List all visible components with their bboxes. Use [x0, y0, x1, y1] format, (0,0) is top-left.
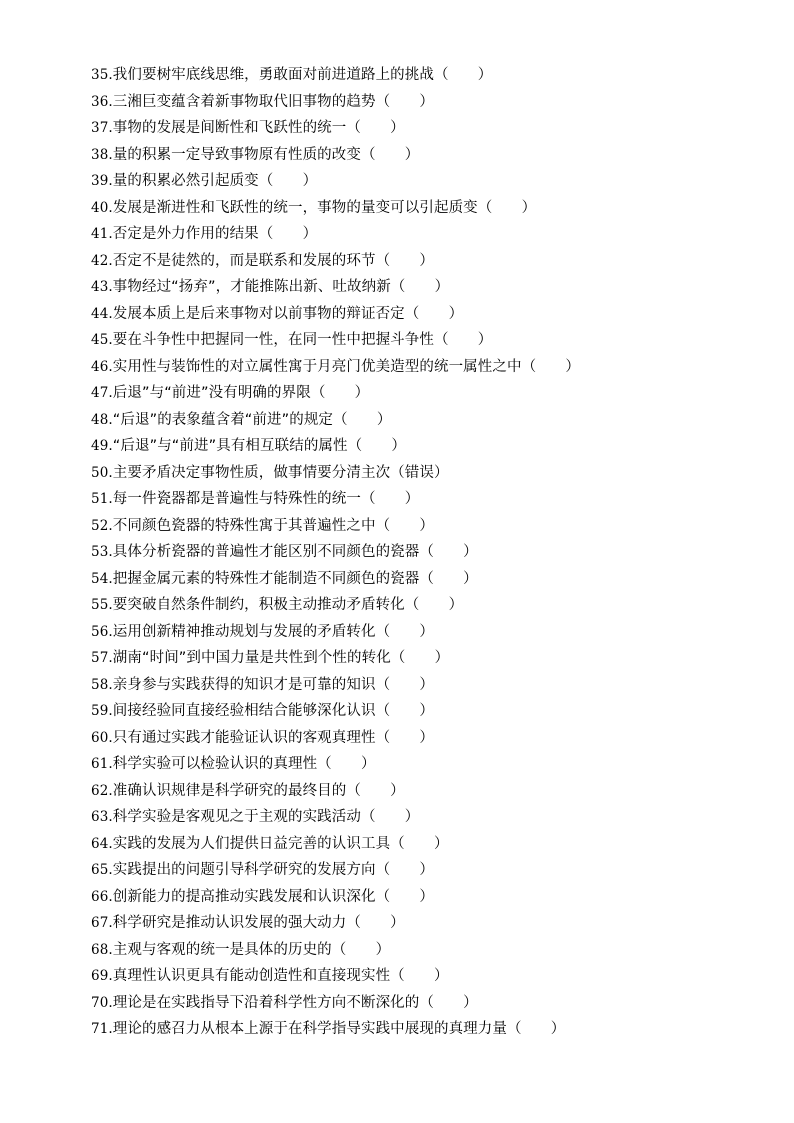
list-item — [91, 327, 751, 354]
list-item — [91, 778, 751, 805]
item-number: 46. — [91, 358, 113, 375]
list-item — [91, 62, 751, 89]
item-text: 间接经验同直接经验相结合能够深化认识（ ） — [112, 703, 434, 719]
item-text: 只有通过实践才能验证认识的客观真理性（ ） — [112, 729, 434, 746]
item-text: “后退”与“前进”具有相互联结的属性（ ） — [112, 438, 407, 454]
item-text: 运用创新精神推动规划与发展的矛盾转化（ ） — [112, 623, 434, 640]
item-text: 科学实验是客观见之于主观的实践活动（ ） — [112, 809, 420, 825]
item-number: 60. — [91, 729, 113, 746]
list-item — [91, 221, 751, 248]
item-number: 66. — [91, 888, 113, 905]
item-number: 59. — [91, 703, 113, 719]
item-text: 理论的感召力从根本上源于在科学指导实践中展现的真理力量（ ） — [112, 1021, 566, 1037]
item-number: 37. — [91, 120, 113, 136]
item-text: 具体分析瓷器的普遍性才能区别不同颜色的瓷器（ ） — [112, 544, 478, 560]
item-number: 49. — [91, 438, 113, 454]
item-number: 54. — [91, 570, 113, 587]
item-text: 发展是渐进性和飞跃性的统一，事物的量变可以引起质变（ ） — [112, 199, 537, 216]
item-text: 准确认识规律是科学研究的最终目的（ ） — [112, 782, 405, 799]
list-item — [91, 910, 751, 937]
list-item — [91, 168, 751, 195]
item-text: 每一件瓷器都是普遍性与特殊性的统一（ ） — [112, 491, 420, 507]
item-number: 50. — [91, 464, 113, 481]
list-item — [91, 274, 751, 301]
list-item — [91, 751, 751, 778]
item-text: 主要矛盾决定事物性质，做事情要分清主次（错误） — [112, 464, 449, 481]
item-text: 亲身参与实践获得的知识才是可靠的知识（ ） — [112, 676, 434, 693]
item-number: 56. — [91, 623, 113, 640]
list-item — [91, 248, 751, 275]
list-item — [91, 937, 751, 964]
list-item — [91, 831, 751, 858]
item-text: 要突破自然条件制约，积极主动推动矛盾转化（ ） — [112, 597, 464, 613]
list-item — [91, 407, 751, 434]
item-number: 43. — [91, 279, 113, 295]
item-text: 主观与客观的统一是具体的历史的（ ） — [112, 941, 391, 958]
item-text: 事物经过“扬弃”，才能推陈出新、吐故纳新（ ） — [112, 279, 450, 295]
item-text: “后退”的表象蕴含着“前进”的规定（ ） — [112, 411, 392, 428]
list-item — [91, 645, 751, 672]
item-text: 把握金属元素的特殊性才能制造不同颜色的瓷器（ ） — [112, 570, 478, 587]
list-item — [91, 672, 751, 699]
item-number: 65. — [91, 862, 113, 878]
list-item — [91, 460, 751, 487]
list-item — [91, 619, 751, 646]
list-item — [91, 354, 751, 381]
list-item — [91, 566, 751, 593]
list-item — [91, 884, 751, 911]
item-number: 68. — [91, 941, 113, 958]
item-text: 科学研究是推动认识发展的强大动力（ ） — [112, 915, 405, 931]
list-item — [91, 89, 751, 116]
item-number: 48. — [91, 411, 113, 428]
list-item — [91, 486, 751, 513]
item-number: 42. — [91, 252, 113, 269]
item-text: 不同颜色瓷器的特殊性寓于其普遍性之中（ ） — [112, 517, 434, 534]
list-item — [91, 698, 751, 725]
list-item — [91, 804, 751, 831]
item-text: 真理性认识更具有能动创造性和直接现实性（ ） — [112, 968, 449, 984]
item-text: 否定是外力作用的结果（ ） — [112, 226, 318, 242]
item-number: 36. — [91, 93, 113, 110]
item-number: 39. — [91, 173, 113, 189]
item-number: 45. — [91, 332, 113, 348]
list-item — [91, 433, 751, 460]
list-item — [91, 725, 751, 752]
item-text: 我们要树牢底线思维，勇敢面对前进道路上的挑战（ ） — [112, 67, 493, 83]
item-number: 41. — [91, 226, 113, 242]
list-item — [91, 539, 751, 566]
list-item — [91, 1016, 751, 1043]
list-item — [91, 857, 751, 884]
list-item — [91, 990, 751, 1017]
item-number: 38. — [91, 146, 113, 163]
item-number: 61. — [91, 756, 113, 772]
item-number: 53. — [91, 544, 113, 560]
item-text: 后退”与“前进”没有明确的界限（ ） — [112, 385, 370, 401]
list-item — [91, 115, 751, 142]
item-number: 57. — [91, 650, 113, 666]
item-number: 51. — [91, 491, 113, 507]
item-number: 71. — [91, 1021, 113, 1037]
item-number: 64. — [91, 835, 113, 852]
item-number: 62. — [91, 782, 113, 799]
list-item — [91, 513, 751, 540]
list-item — [91, 301, 751, 328]
list-item — [91, 380, 751, 407]
item-number: 70. — [91, 994, 113, 1011]
item-number: 55. — [91, 597, 113, 613]
item-text: 湖南“时间”到中国力量是共性到个性的转化（ ） — [112, 650, 450, 666]
item-text: 实用性与装饰性的对立属性寓于月亮门优美造型的统一属性之中（ ） — [112, 358, 580, 375]
item-number: 52. — [91, 517, 113, 534]
item-number: 63. — [91, 809, 113, 825]
list-item — [91, 963, 751, 990]
item-number: 58. — [91, 676, 113, 693]
list-item — [91, 195, 751, 222]
item-number: 35. — [91, 67, 113, 83]
item-number: 40. — [91, 199, 113, 216]
item-text: 科学实验可以检验认识的真理性（ ） — [112, 756, 376, 772]
item-text: 实践的发展为人们提供日益完善的认识工具（ ） — [112, 835, 449, 852]
item-text: 创新能力的提高推动实践发展和认识深化（ ） — [112, 888, 434, 905]
list-item — [91, 142, 751, 169]
question-list — [91, 62, 751, 1043]
item-number: 67. — [91, 915, 113, 931]
list-item — [91, 592, 751, 619]
item-text: 要在斗争性中把握同一性，在同一性中把握斗争性（ ） — [112, 332, 493, 348]
item-text: 否定不是徒然的，而是联系和发展的环节（ ） — [112, 252, 434, 269]
item-text: 量的积累必然引起质变（ ） — [112, 173, 318, 189]
item-text: 理论是在实践指导下沿着科学性方向不断深化的（ ） — [112, 994, 478, 1011]
item-text: 三湘巨变蕴含着新事物取代旧事物的趋势（ ） — [112, 93, 434, 110]
item-number: 44. — [91, 305, 113, 322]
item-number: 69. — [91, 968, 113, 984]
item-text: 发展本质上是后来事物对以前事物的辩证否定（ ） — [112, 305, 464, 322]
item-number: 47. — [91, 385, 113, 401]
item-text: 量的积累一定导致事物原有性质的改变（ ） — [112, 146, 420, 163]
item-text: 实践提出的问题引导科学研究的发展方向（ ） — [112, 862, 434, 878]
item-text: 事物的发展是间断性和飞跃性的统一（ ） — [112, 120, 405, 136]
